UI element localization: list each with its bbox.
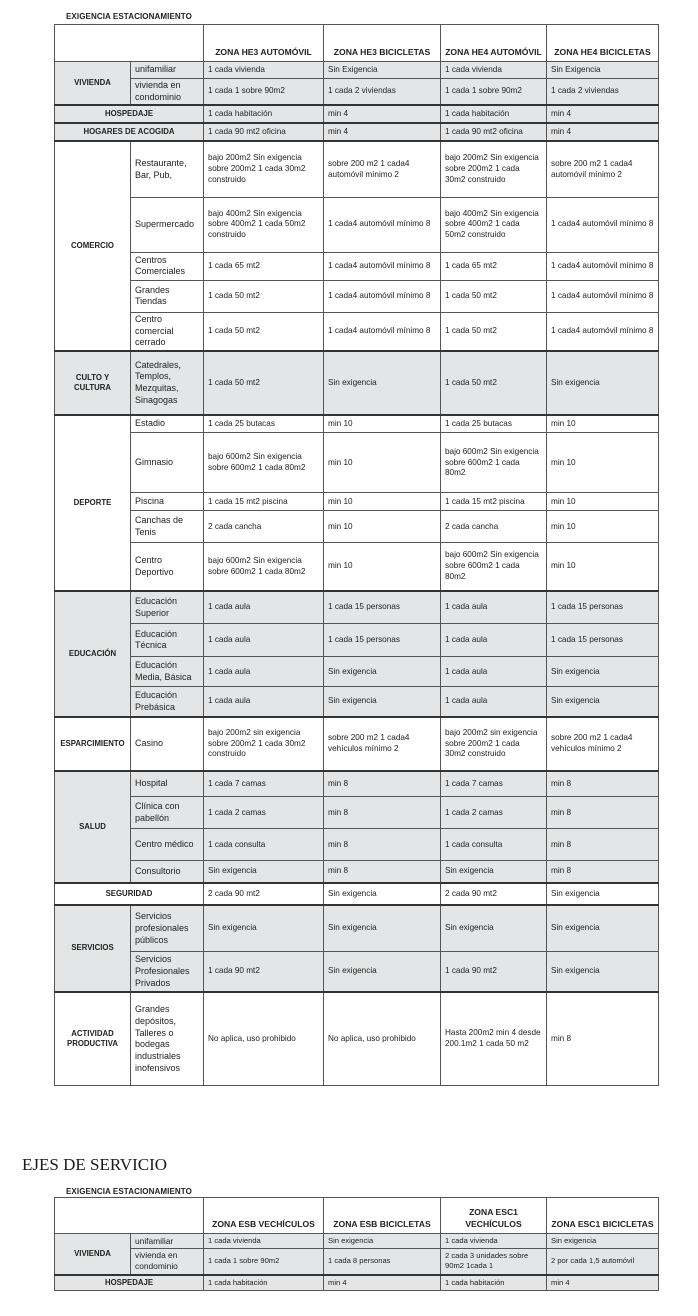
subcategory-cell: Estadio xyxy=(131,415,204,433)
value-cell: Sin Exigencia xyxy=(547,62,659,79)
value-cell: min 4 xyxy=(324,1275,441,1291)
subcategory-cell: Supermercado xyxy=(131,197,204,252)
value-cell: Sin exigencia xyxy=(547,1234,659,1249)
subcategory-cell: Catedrales, Templos, Mezquitas, Sinagogas xyxy=(131,351,204,415)
value-cell: bajo 400m2 Sin exigencia sobre 400m2 1 cada 50m2 construido xyxy=(204,197,324,252)
subcategory-cell: unifamiliar xyxy=(131,62,204,79)
value-cell: 1 cada 25 butacas xyxy=(441,415,547,433)
value-cell: bajo 600m2 Sin exigencia sobre 600m2 1 cada 80m2 xyxy=(441,543,547,591)
category-cell: ACTIVIDAD PRODUCTIVA xyxy=(55,992,131,1086)
value-cell: min 8 xyxy=(547,829,659,861)
subcategory-cell: Hospital xyxy=(131,771,204,797)
subcategory-cell: Educación Superior xyxy=(131,591,204,624)
subcategory-cell: Clínica con pabellón xyxy=(131,797,204,829)
value-cell: Sin exigencia xyxy=(547,905,659,952)
subcategory-cell: unifamiliar xyxy=(131,1234,204,1249)
value-cell: min 8 xyxy=(547,992,659,1086)
value-cell: 2 cada 3 unidades sobre 90m2 1cada 1 xyxy=(441,1249,547,1275)
category-cell: SALUD xyxy=(55,771,131,883)
value-cell: sobre 200 m2 1 cada4 vehículos mínimo 2 xyxy=(547,717,659,771)
value-cell: 1 cada 15 personas xyxy=(324,591,441,624)
value-cell: 1 cada 15 personas xyxy=(324,624,441,657)
value-cell: 1 cada aula xyxy=(441,657,547,687)
value-cell: 1 cada 7 camas xyxy=(204,771,324,797)
value-cell: min 8 xyxy=(324,771,441,797)
value-cell: bajo 200m2 sin exigencia sobre 200m2 1 cada 30m2 construido xyxy=(204,717,324,771)
category-cell: SEGURIDAD xyxy=(55,883,204,905)
table-row xyxy=(55,543,659,591)
value-cell: sobre 200 m2 1 cada4 vehículos mínimo 2 xyxy=(324,717,441,771)
value-cell: min 10 xyxy=(547,493,659,511)
table-row xyxy=(55,1275,659,1291)
category-cell: HOGARES DE ACOGIDA xyxy=(55,123,204,141)
value-cell: min 8 xyxy=(324,797,441,829)
value-cell: min 4 xyxy=(547,1275,659,1291)
value-cell: min 8 xyxy=(547,797,659,829)
subcategory-cell: Centro Deportivo xyxy=(131,543,204,591)
table-row xyxy=(55,861,659,883)
value-cell: min 8 xyxy=(547,861,659,883)
subcategory-cell: Servicios profesionales públicos xyxy=(131,905,204,952)
category-cell: HOSPEDAJE xyxy=(55,105,204,123)
table-row xyxy=(55,415,659,433)
table-row xyxy=(55,1249,659,1275)
value-cell: 1 cada aula xyxy=(204,687,324,717)
header-he4-auto: ZONA HE4 AUTOMÓVIL xyxy=(441,25,547,62)
value-cell: 1 cada4 automóvil mínimo 8 xyxy=(547,197,659,252)
value-cell: Sin exigencia xyxy=(324,952,441,992)
value-cell: 1 cada aula xyxy=(204,657,324,687)
value-cell: Hasta 200m2 min 4 desde 200.1m2 1 cada 50 m2 xyxy=(441,992,547,1086)
value-cell: 1 cada habitación xyxy=(204,105,324,123)
value-cell: bajo 200m2 Sin exigencia sobre 200m2 1 cada 30m2 construido xyxy=(204,141,324,197)
value-cell: Sin exigencia xyxy=(324,687,441,717)
subcategory-cell: Educación Media, Básica xyxy=(131,657,204,687)
subcategory-cell: Casino xyxy=(131,717,204,771)
value-cell: min 10 xyxy=(324,493,441,511)
value-cell: min 8 xyxy=(547,771,659,797)
value-cell: 1 cada 90 mt2 oficina xyxy=(204,123,324,141)
table-row xyxy=(55,433,659,493)
value-cell: 2 cada cancha xyxy=(441,511,547,543)
subcategory-cell: Piscina xyxy=(131,493,204,511)
value-cell: 1 cada 65 mt2 xyxy=(204,252,324,280)
subcategory-cell: Gimnasio xyxy=(131,433,204,493)
value-cell: 1 cada 90 mt2 xyxy=(441,952,547,992)
value-cell: 1 cada habitación xyxy=(204,1275,324,1291)
value-cell: 1 cada 50 mt2 xyxy=(441,351,547,415)
subcategory-cell: Centro comercial cerrado xyxy=(131,312,204,351)
header-he4-bici: ZONA HE4 BICICLETAS xyxy=(547,25,659,62)
table-row xyxy=(55,105,659,123)
value-cell: 1 cada 2 viviendas xyxy=(324,79,441,106)
value-cell: 1 cada 90 mt2 xyxy=(204,952,324,992)
value-cell: 1 cada4 automóvil mínimo 8 xyxy=(324,312,441,351)
header-he3-auto: ZONA HE3 AUTOMÓVIL xyxy=(204,25,324,62)
value-cell: min 8 xyxy=(324,861,441,883)
value-cell: Sin exigencia xyxy=(324,883,441,905)
value-cell: 1 cada4 automóvil mínimo 8 xyxy=(547,280,659,312)
value-cell: 1 cada vivienda xyxy=(204,62,324,79)
subcategory-cell: Centro médico xyxy=(131,829,204,861)
table-row xyxy=(55,591,659,624)
value-cell: Sin exigencia xyxy=(204,861,324,883)
value-cell: min 4 xyxy=(547,105,659,123)
table-row xyxy=(55,252,659,280)
value-cell: Sin exigencia xyxy=(441,861,547,883)
table-row xyxy=(55,905,659,952)
table-row xyxy=(55,493,659,511)
value-cell: 1 cada4 automóvil mínimo 8 xyxy=(324,280,441,312)
value-cell: 1 cada 15 personas xyxy=(547,624,659,657)
table-row xyxy=(55,280,659,312)
value-cell: sobre 200 m2 1 cada4 automóvil mínimo 2 xyxy=(324,141,441,197)
value-cell: 1 cada 15 mt2 piscina xyxy=(204,493,324,511)
value-cell: Sin exigencia xyxy=(204,905,324,952)
value-cell: 1 cada 15 personas xyxy=(547,591,659,624)
value-cell: 1 cada4 automóvil mínimo 8 xyxy=(547,252,659,280)
table-row xyxy=(55,771,659,797)
value-cell: 1 cada 1 sobre 90m2 xyxy=(204,79,324,106)
value-cell: 1 cada vivienda xyxy=(204,1234,324,1249)
value-cell: bajo 400m2 Sin exigencia sobre 400m2 1 cada 50m2 construido xyxy=(441,197,547,252)
value-cell: 1 cada 2 viviendas xyxy=(547,79,659,106)
header-esb-veh: ZONA ESB VECHÍCULOS xyxy=(204,1198,324,1234)
value-cell: 1 cada consulta xyxy=(441,829,547,861)
value-cell: 1 cada4 automóvil mínimo 8 xyxy=(324,197,441,252)
value-cell: 1 cada 8 personas xyxy=(324,1249,441,1275)
table-row xyxy=(55,717,659,771)
value-cell: Sin exigencia xyxy=(441,905,547,952)
value-cell: bajo 200m2 sin exigencia sobre 200m2 1 cada 30m2 construido xyxy=(441,717,547,771)
subcategory-cell: Consultorio xyxy=(131,861,204,883)
value-cell: 1 cada4 automóvil mínimo 8 xyxy=(324,252,441,280)
subcategory-cell: Servicios Profesionales Privados xyxy=(131,952,204,992)
value-cell: min 10 xyxy=(324,511,441,543)
category-cell: CULTO Y CULTURA xyxy=(55,351,131,415)
value-cell: 1 cada habitación xyxy=(441,1275,547,1291)
value-cell: 1 cada vivienda xyxy=(441,1234,547,1249)
value-cell: min 4 xyxy=(324,123,441,141)
value-cell: Sin exigencia xyxy=(547,687,659,717)
table-row xyxy=(55,687,659,717)
value-cell: 1 cada aula xyxy=(441,687,547,717)
value-cell: 1 cada4 automóvil mínimo 8 xyxy=(547,312,659,351)
table-row xyxy=(55,797,659,829)
table-row xyxy=(55,79,659,106)
subcategory-cell: vivienda en condominio xyxy=(131,79,204,106)
subcategory-cell: Canchas de Tenis xyxy=(131,511,204,543)
value-cell: 1 cada vivienda xyxy=(441,62,547,79)
subcategory-cell: Grandes depósitos, Talleres o bodegas industriales inofensivos xyxy=(131,992,204,1086)
header-blank xyxy=(55,1198,204,1234)
value-cell: 2 cada 90 mt2 xyxy=(441,883,547,905)
value-cell: 1 cada 50 mt2 xyxy=(204,351,324,415)
table-row xyxy=(55,1234,659,1249)
header-blank xyxy=(55,25,204,62)
value-cell: 1 cada aula xyxy=(204,591,324,624)
value-cell: Sin exigencia xyxy=(324,905,441,952)
category-cell: COMERCIO xyxy=(55,141,131,351)
value-cell: min 10 xyxy=(324,543,441,591)
value-cell: 1 cada 50 mt2 xyxy=(204,280,324,312)
table-row xyxy=(55,312,659,351)
header-he3-bici: ZONA HE3 BICICLETAS xyxy=(324,25,441,62)
value-cell: 2 cada 90 mt2 xyxy=(204,883,324,905)
value-cell: 1 cada 1 sobre 90m2 xyxy=(441,79,547,106)
subcategory-cell: Educación Técnica xyxy=(131,624,204,657)
table-row xyxy=(55,829,659,861)
value-cell: 1 cada 7 camas xyxy=(441,771,547,797)
table-row xyxy=(55,883,659,905)
value-cell: min 10 xyxy=(547,433,659,493)
value-cell: 1 cada 15 mt2 piscina xyxy=(441,493,547,511)
value-cell: 1 cada 50 mt2 xyxy=(441,312,547,351)
table-row xyxy=(55,657,659,687)
value-cell: 2 cada cancha xyxy=(204,511,324,543)
subcategory-cell: vivienda en condominio xyxy=(131,1249,204,1275)
table-row xyxy=(55,992,659,1086)
table2-caption: EXIGENCIA ESTACIONAMIENTO xyxy=(66,1187,192,1196)
table-row xyxy=(55,952,659,992)
value-cell: Sin exigencia xyxy=(547,351,659,415)
value-cell: No aplica, uso prohibido xyxy=(204,992,324,1086)
subcategory-cell: Centros Comerciales xyxy=(131,252,204,280)
value-cell: 1 cada habitación xyxy=(441,105,547,123)
value-cell: bajo 600m2 Sin exigencia sobre 600m2 1 cada 80m2 xyxy=(204,433,324,493)
category-cell: ESPARCIMIENTO xyxy=(55,717,131,771)
header-esc1-bici: ZONA ESC1 BICICLETAS xyxy=(547,1198,659,1234)
value-cell: Sin exigencia xyxy=(324,1234,441,1249)
value-cell: 1 cada aula xyxy=(204,624,324,657)
value-cell: Sin Exigencia xyxy=(324,62,441,79)
value-cell: 1 cada consulta xyxy=(204,829,324,861)
value-cell: bajo 600m2 Sin exigencia sobre 600m2 1 cada 80m2 xyxy=(204,543,324,591)
category-cell: DEPORTE xyxy=(55,415,131,591)
value-cell: Sin exigencia xyxy=(324,657,441,687)
parking-requirements-table xyxy=(54,24,659,1086)
table-row xyxy=(55,197,659,252)
value-cell: min 10 xyxy=(324,415,441,433)
value-cell: 1 cada 25 butacas xyxy=(204,415,324,433)
value-cell: 1 cada 1 sobre 90m2 xyxy=(204,1249,324,1275)
value-cell: min 10 xyxy=(547,543,659,591)
value-cell: Sin exigencia xyxy=(324,351,441,415)
value-cell: 1 cada 50 mt2 xyxy=(204,312,324,351)
category-cell: HOSPEDAJE xyxy=(55,1275,204,1291)
value-cell: sobre 200 m2 1 cada4 automóvil mínimo 2 xyxy=(547,141,659,197)
value-cell: min 10 xyxy=(547,511,659,543)
value-cell: min 10 xyxy=(324,433,441,493)
value-cell: 1 cada 65 mt2 xyxy=(441,252,547,280)
value-cell: 2 por cada 1,5 automóvil xyxy=(547,1249,659,1275)
value-cell: bajo 200m2 Sin exigencia sobre 200m2 1 cada 30m2 construido xyxy=(441,141,547,197)
header-esc1-veh: ZONA ESC1 VECHÍCULOS xyxy=(441,1198,547,1234)
subcategory-cell: Grandes Tiendas xyxy=(131,280,204,312)
table-row xyxy=(55,511,659,543)
value-cell: 1 cada 50 mt2 xyxy=(441,280,547,312)
category-cell: VIVIENDA xyxy=(55,1234,131,1275)
value-cell: 1 cada aula xyxy=(441,624,547,657)
subcategory-cell: Restaurante, Bar, Pub, xyxy=(131,141,204,197)
table-row xyxy=(55,624,659,657)
value-cell: 1 cada aula xyxy=(441,591,547,624)
value-cell: bajo 600m2 Sin exigencia sobre 600m2 1 cada 80m2 xyxy=(441,433,547,493)
table-row xyxy=(55,141,659,197)
table-row xyxy=(55,351,659,415)
category-cell: EDUCACIÓN xyxy=(55,591,131,717)
value-cell: 1 cada 2 camas xyxy=(441,797,547,829)
value-cell: min 10 xyxy=(547,415,659,433)
value-cell: 1 cada 90 mt2 oficina xyxy=(441,123,547,141)
category-cell: VIVIENDA xyxy=(55,62,131,106)
category-cell: SERVICIOS xyxy=(55,905,131,992)
parking-requirements-table-2 xyxy=(54,1197,659,1291)
subcategory-cell: Educación Prebásica xyxy=(131,687,204,717)
value-cell: min 4 xyxy=(547,123,659,141)
value-cell: Sin exigencia xyxy=(547,952,659,992)
value-cell: min 4 xyxy=(324,105,441,123)
table1-caption: EXIGENCIA ESTACIONAMIENTO xyxy=(66,12,192,21)
value-cell: Sin exigencia xyxy=(547,883,659,905)
value-cell: 1 cada 2 camas xyxy=(204,797,324,829)
value-cell: No aplica, uso prohibido xyxy=(324,992,441,1086)
section-title: EJES DE SERVICIO xyxy=(22,1155,168,1174)
value-cell: Sin exigencia xyxy=(547,657,659,687)
header-esb-bici: ZONA ESB BICICLETAS xyxy=(324,1198,441,1234)
value-cell: min 8 xyxy=(324,829,441,861)
table-row xyxy=(55,62,659,79)
table-row xyxy=(55,123,659,141)
